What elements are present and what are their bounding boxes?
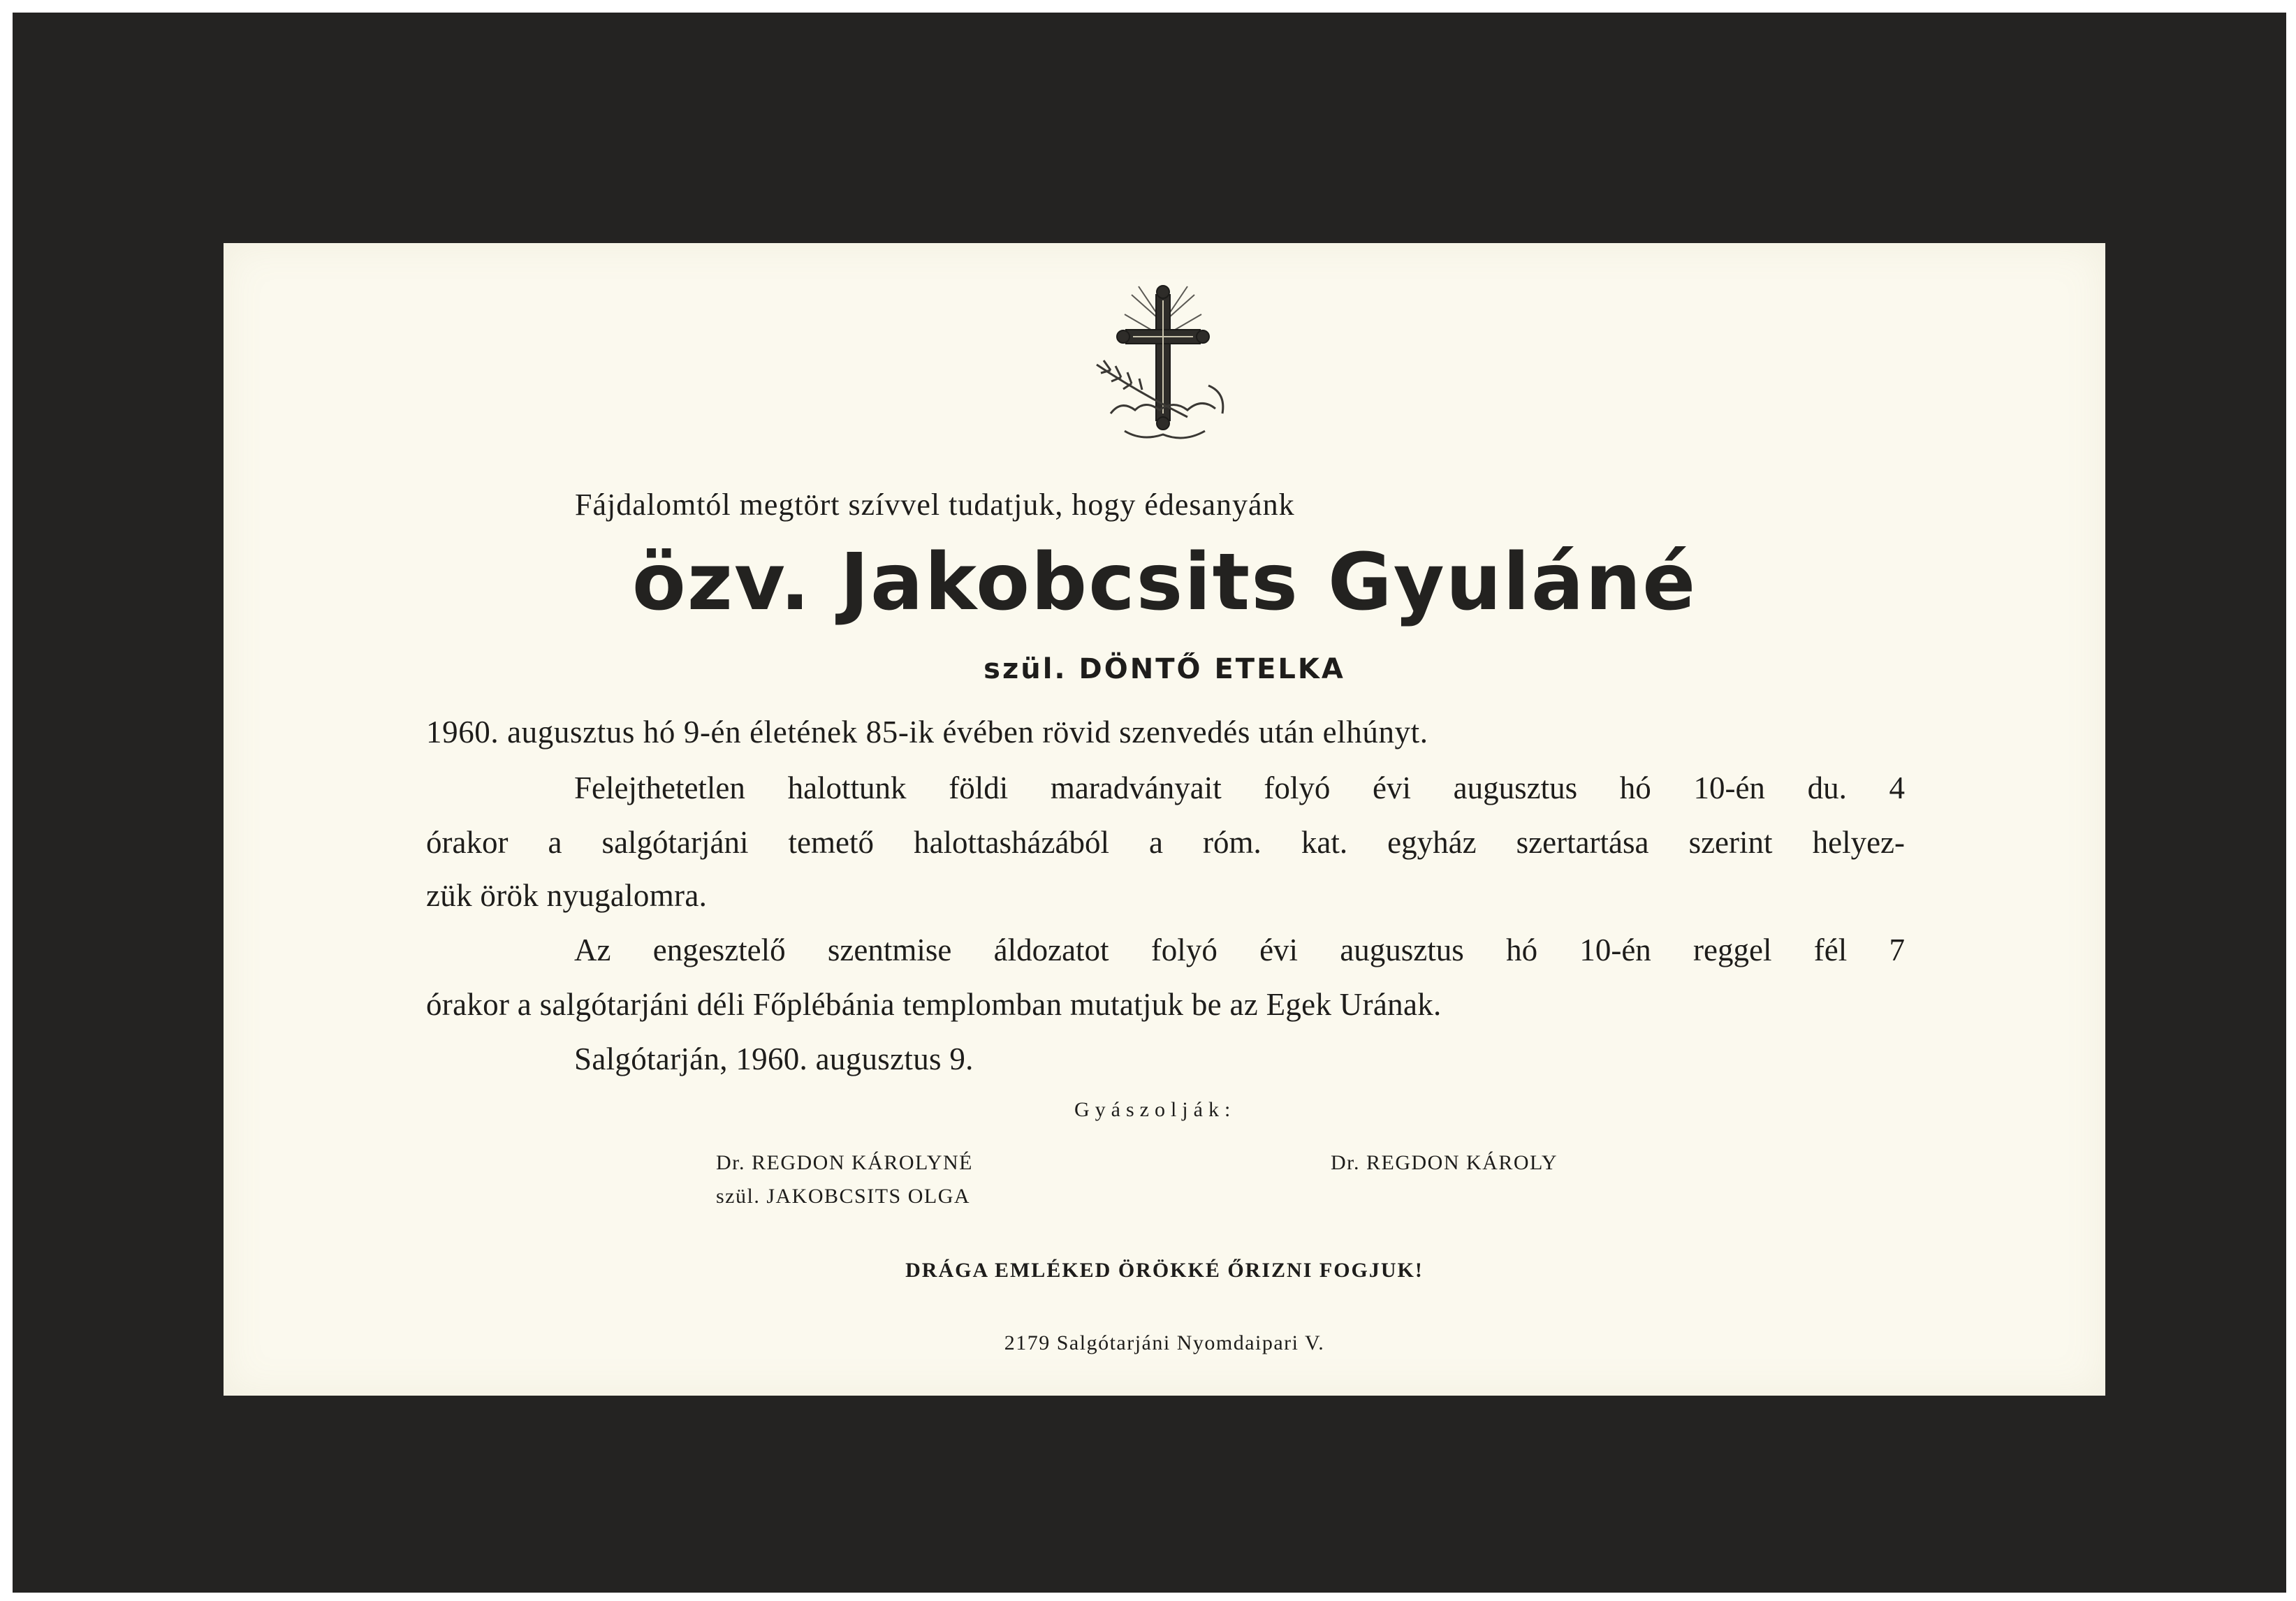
funeral-notice-card <box>224 243 2105 1396</box>
funeral-paragraph-line-3: zük örök nyugalomra. <box>426 878 708 913</box>
black-mounting-board <box>13 13 2286 1593</box>
mourner-2-name: Dr. REGDON KÁROLY <box>1331 1151 1558 1174</box>
closing-line: DRÁGA EMLÉKED ÖRÖKKÉ ŐRIZNI FOGJUK! <box>905 1259 1424 1282</box>
intro-text: Fájdalomtól megtört szívvel tudatjuk, hogy édesanyánk <box>575 488 1295 522</box>
mourner-1-name: Dr. REGDON KÁROLYNÉ <box>716 1151 973 1174</box>
death-announcement: 1960. augusztus hó 9-én életének 85-ik évében rövid szenvedés után elhúnyt. <box>426 715 1428 750</box>
funeral-paragraph-line-1: Felejthetetlen halottunk földi maradványait folyó évi augusztus hó 10-én du. 4 <box>574 770 1905 805</box>
printer-imprint: 2179 Salgótarjáni Nyomdaipari V. <box>1004 1331 1325 1354</box>
mourner-1-birth-name: szül. JAKOBCSITS OLGA <box>716 1185 971 1208</box>
birth-name: szül. DÖNTŐ ETELKA <box>984 653 1345 685</box>
mass-paragraph-line-1: Az engesztelő szentmise áldozatot folyó évi augusztus hó 10-én reggel fél 7 <box>574 933 1905 967</box>
cross-with-palm-branch-icon <box>1083 281 1243 448</box>
place-and-date: Salgótarján, 1960. augusztus 9. <box>574 1041 974 1076</box>
mass-paragraph-line-2: órakor a salgótarjáni déli Főplébánia templomban mutatjuk be az Egek Urának. <box>426 987 1442 1022</box>
deceased-name: özv. Jakobcsits Gyuláné <box>631 537 1697 628</box>
mourners-label: Gyászolják: <box>1074 1098 1236 1121</box>
funeral-paragraph-line-2: órakor a salgótarjáni temető halottasházából a róm. kat. egyház szertartása szerint helyez- <box>426 825 1905 860</box>
